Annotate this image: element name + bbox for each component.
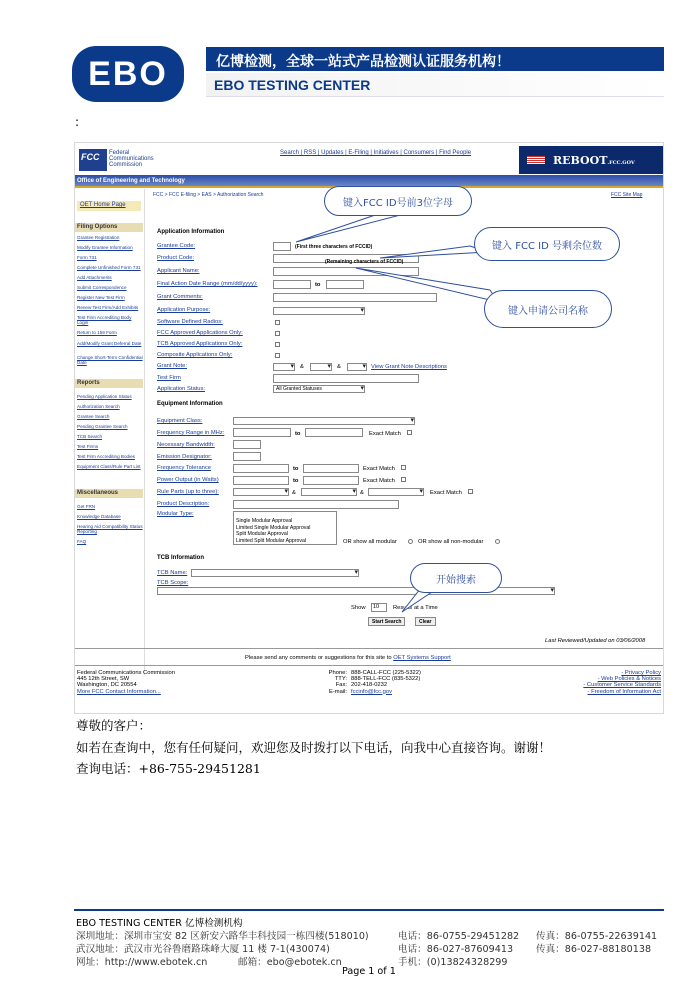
composite-label: Composite Applications Only: bbox=[157, 352, 233, 358]
reports-heading: Reports bbox=[75, 379, 143, 388]
modular-option[interactable]: Single Modular Approval bbox=[236, 518, 293, 524]
amp: & bbox=[300, 364, 304, 370]
email-link[interactable]: fccinfo@fcc.gov bbox=[351, 688, 393, 695]
equipment-info-heading: Equipment Information bbox=[157, 401, 223, 407]
tcb-approved-label: TCB Approved Applications Only: bbox=[157, 341, 243, 347]
letter-greeting: 尊敬的客户： bbox=[76, 718, 152, 733]
footer-fax-wuhan: 传真：86-027-88180138 bbox=[536, 944, 652, 955]
fcc-name-line: Commission bbox=[109, 162, 143, 168]
grant-comments-label: Grant Comments: bbox=[157, 294, 203, 300]
sidebar-link[interactable]: Grantee Registration bbox=[77, 235, 120, 240]
sidebar-link[interactable]: Pending Application Status bbox=[77, 394, 132, 399]
office-bar: Office of Engineering and Technology bbox=[77, 178, 185, 184]
reboot-sub: .FCC.GOV bbox=[607, 160, 635, 166]
letter-body: 如若在查询中，您有任何疑问，欢迎您及时拨打以下电话，向我中心直接咨询。谢谢！ bbox=[76, 740, 552, 755]
miscellaneous-heading: Miscellaneous bbox=[75, 489, 143, 498]
show-label: Show bbox=[351, 605, 366, 611]
sidebar-link[interactable]: Complete Unfinished Form 731 bbox=[77, 265, 141, 270]
phone-value: 202-418-0232 bbox=[351, 682, 388, 689]
fcc-top-links[interactable]: Search | RSS | Updates | E-Filing | Initiatives | Consumers | Find People bbox=[280, 150, 472, 156]
phone-label: E-mail: bbox=[328, 688, 347, 695]
exact-match-label: Exact Match bbox=[430, 490, 462, 496]
policy-link[interactable]: - Customer Service Standards bbox=[583, 682, 661, 689]
clear-button[interactable]: Clear bbox=[415, 617, 436, 626]
footer-email: 邮箱：ebo@ebotek.cn bbox=[238, 957, 342, 968]
sidebar-link[interactable]: Get FRN bbox=[77, 504, 96, 509]
policy-link[interactable]: - Freedom of Information Act bbox=[587, 688, 661, 695]
fcc-name-line: Communications bbox=[109, 156, 154, 162]
start-search-button[interactable]: Start Search bbox=[368, 617, 405, 626]
modular-type-label: Modular Type: bbox=[157, 511, 194, 517]
fcc-name-line: Federal bbox=[109, 150, 130, 156]
application-info-heading: Application Information bbox=[157, 229, 225, 235]
policy-link[interactable]: - Privacy Policy bbox=[621, 670, 661, 676]
letter-phone: 查询电话：+86-755-29451281 bbox=[76, 761, 261, 776]
callout-applicant: 键入申请公司名称 bbox=[484, 290, 612, 328]
sidebar-link[interactable]: TCB Search bbox=[77, 434, 103, 439]
phone-label: TTY: bbox=[334, 676, 347, 683]
ebo-logo: EBO bbox=[72, 46, 184, 102]
sidebar-link[interactable]: Add/Modify Grant Deferral Date bbox=[77, 341, 142, 346]
sdr-label: Software Defined Radios: bbox=[157, 319, 223, 325]
footer-website: 网址：http://www.ebotek.cn bbox=[76, 957, 208, 968]
tcb-name-label: TCB Name: bbox=[157, 570, 188, 576]
footer-fax-shenzhen: 传真：86-0755-22639141 bbox=[536, 931, 658, 942]
oet-support-link[interactable]: OET Systems Support bbox=[393, 655, 451, 661]
to-label: to bbox=[293, 466, 299, 472]
header-title-cn: 亿博检测，全球一站式产品检测认证服务机构！ bbox=[206, 47, 664, 71]
sidebar-link[interactable]: Authorization Search bbox=[77, 404, 120, 409]
amp: & bbox=[337, 364, 341, 370]
product-description-label: Product Description: bbox=[157, 501, 210, 507]
test-firm-label: Test Firm bbox=[157, 375, 181, 381]
sidebar-link[interactable]: Change Short-Term Confidential Date bbox=[77, 355, 143, 365]
site-map-link[interactable]: FCC Site Map bbox=[611, 192, 643, 198]
fcc-approved-label: FCC Approved Applications Only: bbox=[157, 330, 243, 336]
exact-match-label: Exact Match bbox=[363, 478, 395, 484]
product-hint: (Remaining characters of FCCID) bbox=[325, 259, 404, 265]
callout-search: 开始搜索 bbox=[410, 563, 502, 593]
phone-label: Phone: bbox=[328, 670, 347, 676]
emission-designator-label: Emission Designator: bbox=[157, 454, 212, 460]
reboot-text: REBOOT bbox=[553, 154, 608, 167]
sidebar-link[interactable]: Add Attachments bbox=[77, 275, 112, 280]
sidebar-link[interactable]: Return to 159 Form bbox=[77, 330, 117, 335]
header-title-en: EBO TESTING CENTER bbox=[206, 73, 664, 97]
to-label: to bbox=[295, 431, 301, 437]
fcc-logo: FCC bbox=[79, 149, 107, 171]
page-number: Page 1 of 1 bbox=[342, 966, 396, 977]
sidebar-link[interactable]: Test Firms bbox=[77, 444, 99, 449]
sidebar-link[interactable]: Submit Correspondence bbox=[77, 285, 127, 290]
sidebar-link[interactable]: Knowledge Database bbox=[77, 514, 121, 519]
more-contact-link[interactable]: More FCC Contact Information... bbox=[77, 688, 161, 695]
sidebar-link[interactable]: Test Firm Accrediting Bodies bbox=[77, 454, 135, 459]
application-status-label: Application Status: bbox=[157, 386, 206, 392]
callout-product: 键入 FCC ID 号剩余位数 bbox=[474, 227, 620, 261]
modular-option[interactable]: Limited Split Modular Approval bbox=[236, 537, 307, 544]
callout-grantee: 键入FCC ID号前3位字母 bbox=[324, 186, 472, 216]
modular-option[interactable]: Split Modular Approval bbox=[236, 531, 288, 537]
sidebar-link[interactable]: Modify Grantee Information bbox=[77, 245, 133, 250]
product-code-label: Product Code: bbox=[157, 255, 195, 261]
callout-pointer-applicant bbox=[356, 268, 498, 302]
necessary-bandwidth-label: Necessary Bandwidth: bbox=[157, 442, 215, 448]
comments-prefix: Please send any comments or suggestions for this site to bbox=[245, 655, 392, 661]
sidebar-link[interactable]: Renew Test Firm/Add Exhibits bbox=[77, 305, 139, 310]
modular-option[interactable]: Limited Single Modular Approval bbox=[236, 524, 311, 531]
applicant-name-label: Applicant Name: bbox=[157, 268, 200, 274]
to-label: to bbox=[293, 478, 299, 484]
footer-phone-shenzhen: 电话：86-0755-29451282 bbox=[398, 931, 520, 942]
show-all-modular-label: OR show all modular bbox=[343, 539, 397, 545]
policy-link[interactable]: - Web Policies & Notices bbox=[597, 676, 661, 683]
sidebar-link[interactable]: Hearing Aid Compatibility Status Reporting bbox=[77, 524, 143, 534]
address-line: 445 12th Street, SW bbox=[77, 676, 130, 683]
power-output-label: Power Output (in Watts) bbox=[157, 477, 219, 483]
filing-options-heading: Filing Options bbox=[75, 223, 143, 232]
results-at-time-label: Results at a Time bbox=[393, 605, 438, 611]
equipment-class-label: Equipment Class: bbox=[157, 418, 203, 424]
colon: : bbox=[75, 115, 80, 129]
footer-address-wuhan: 武汉地址：武汉市光谷鲁磨路珠峰大厦 11 楼 7-1(430074) bbox=[76, 944, 330, 955]
frequency-range-label: Frequency Range in MHz: bbox=[157, 430, 225, 436]
grantee-hint: (First three characters of FCCID) bbox=[295, 244, 373, 250]
sidebar-link[interactable]: Pending Grantee Search bbox=[77, 424, 128, 429]
grant-note-descriptions-link[interactable]: View Grant Note Descriptions bbox=[371, 364, 447, 370]
address-line: Washington, DC 20554 bbox=[77, 682, 137, 689]
sidebar-link[interactable]: Equipment Class/Rule Part List bbox=[77, 464, 141, 469]
exact-match-label: Exact Match bbox=[363, 466, 395, 472]
footer-address-shenzhen: 深圳地址：深圳市宝安 82 区新安六路华丰科技园一栋四楼(518010) bbox=[76, 931, 369, 942]
tcb-scope-label: TCB Scope: bbox=[157, 580, 189, 586]
grantee-code-label: Grantee Code: bbox=[157, 243, 196, 249]
sidebar-link[interactable]: Grantee Search bbox=[77, 414, 110, 419]
sidebar-link[interactable]: Test Firm Accrediting Body Login bbox=[77, 315, 132, 325]
breadcrumb[interactable]: FCC > FCC E-filing > EAS > Authorization Search bbox=[153, 192, 264, 198]
sidebar-link[interactable]: FAQ bbox=[77, 539, 87, 544]
amp: & bbox=[292, 490, 296, 496]
application-status-select[interactable]: All Granted Statuses ▾ bbox=[273, 385, 365, 393]
phone-label: Fax: bbox=[335, 682, 347, 689]
oet-home-link[interactable]: OET Home Page bbox=[77, 201, 141, 211]
phone-value: 888-TELL-FCC (835-5322) bbox=[351, 676, 421, 683]
callout-pointer-product bbox=[380, 246, 488, 258]
to-label: to bbox=[315, 282, 321, 288]
callout-pointer-grantee bbox=[296, 212, 412, 242]
sidebar-link[interactable]: Form 731 bbox=[77, 255, 97, 260]
show-count-input[interactable]: 10 bbox=[371, 603, 387, 612]
amp: & bbox=[360, 490, 364, 496]
application-purpose-label: Application Purpose: bbox=[157, 307, 211, 313]
final-action-label: Final Action Date Range (mm/dd/yyyy): bbox=[157, 281, 258, 287]
address-line: Federal Communications Commission bbox=[77, 670, 175, 676]
footer-rule bbox=[74, 909, 664, 911]
footer-mobile: 手机：(0)13824328299 bbox=[398, 957, 508, 968]
frequency-tolerance-label: Frequency Tolerance bbox=[157, 465, 212, 471]
grant-note-label: Grant Note: bbox=[157, 363, 187, 369]
phone-value: 888-CALL-FCC (225-5322) bbox=[351, 670, 421, 676]
rule-parts-label: Rule Parts (up to three): bbox=[157, 489, 219, 495]
sidebar-link[interactable]: Register New Test Firm bbox=[77, 295, 125, 300]
tcb-info-heading: TCB Information bbox=[157, 555, 204, 561]
footer-company: EBO TESTING CENTER 亿博检测机构 bbox=[76, 918, 243, 929]
last-reviewed: Last Reviewed/Updated on 03/06/2008 bbox=[545, 638, 646, 644]
exact-match-label: Exact Match bbox=[369, 431, 401, 437]
footer-phone-wuhan: 电话：86-027-87609413 bbox=[398, 944, 514, 955]
show-all-non-modular-label: OR show all non-modular bbox=[418, 539, 484, 545]
